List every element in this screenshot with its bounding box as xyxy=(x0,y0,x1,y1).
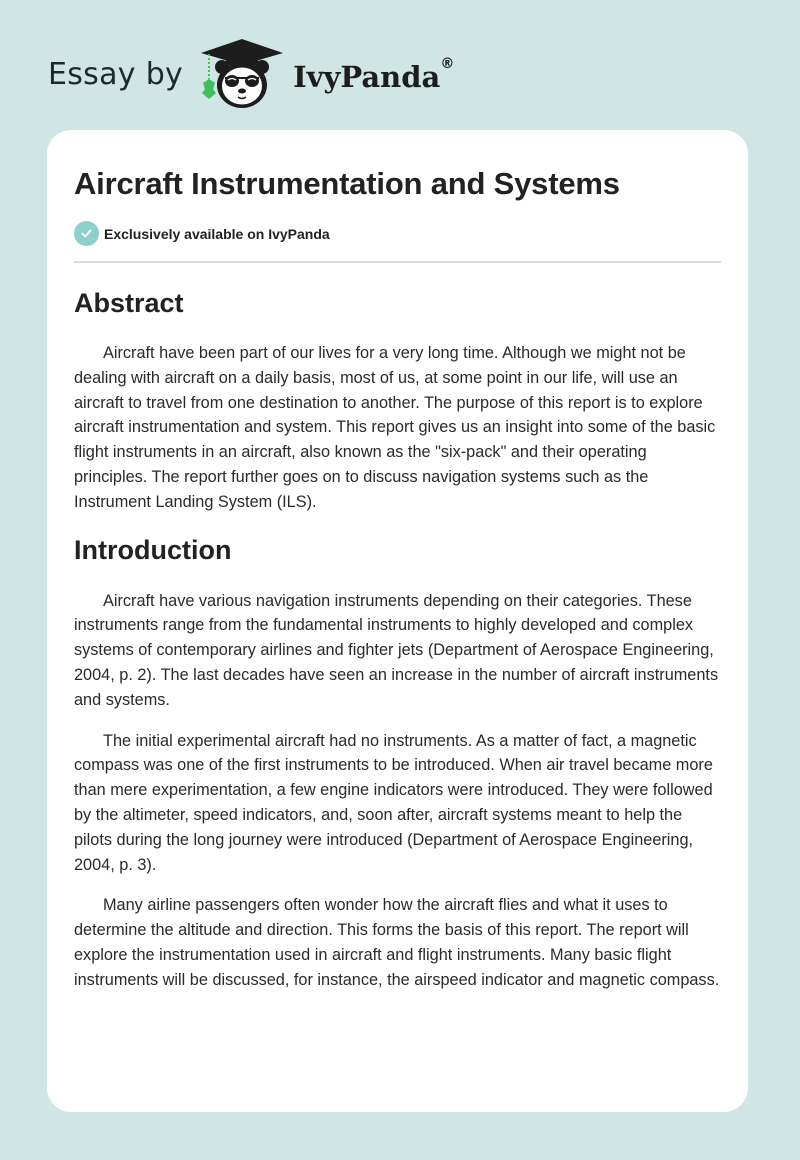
brand-text: IvyPanda xyxy=(293,60,441,94)
divider xyxy=(74,261,721,263)
site-header xyxy=(48,36,454,110)
introduction-paragraph-1: Aircraft have various navigation instruments depending on their categories. These instruments range from the fundamental instruments to highly developed and complex systems of contemporary airlines and fighter jets (Department of Aerospace Engineering, 2004, p. 2). The last decades have seen an increase in the number of aircraft instruments and systems. xyxy=(74,591,719,709)
essay-card xyxy=(47,130,748,1112)
badge-text: Exclusively available on IvyPanda xyxy=(104,225,330,242)
introduction-paragraph-2: The initial experimental aircraft had no instruments. As a matter of fact, a magnetic compass was one of the first instruments to be introduced. When air travel became more than mere experimentation, a few engine indicators were introduced. They were followed by the altimeter, speed indicators, and, soon after, aircraft systems meant to help the pilots during the long journey were introduced (Department of Aerospace Engineering, 2004, p. 3). xyxy=(74,731,713,874)
introduction-paragraph-3: Many airline passengers often wonder how the aircraft flies and what it uses to determine the altitude and direction. This forms the basis of this report. The report will explore the instrumentation used in aircraft and flight instruments. Many basic flight instruments will be discussed, for instance, the airspeed indicator and magnetic compass. xyxy=(74,896,720,989)
page-title: Aircraft Instrumentation and Systems xyxy=(74,166,620,201)
essay-by-label: Essay by xyxy=(48,56,184,92)
exclusive-badge xyxy=(74,221,721,246)
abstract-paragraph: Aircraft have been part of our lives for a very long time. Although we might not be dealing with aircraft on a daily basis, most of us, at some point in our life, will use an aircraft to travel from one destination to another. The purpose of this report is to explore aircraft instrumentation and system. This report gives us an insight into some of the basic flight instruments in an aircraft, also known as the "six-pack" and their operating principles. The report further goes on to discuss navigation systems such as the Instrument Landing System (ILS). xyxy=(74,344,716,511)
brand-name xyxy=(293,56,455,94)
panda-graduation-cap-icon[interactable] xyxy=(199,35,285,111)
section-heading-introduction: Introduction xyxy=(74,534,232,565)
check-circle-icon xyxy=(74,221,99,246)
registered-mark: ® xyxy=(440,56,455,72)
section-heading-abstract: Abstract xyxy=(74,288,184,318)
